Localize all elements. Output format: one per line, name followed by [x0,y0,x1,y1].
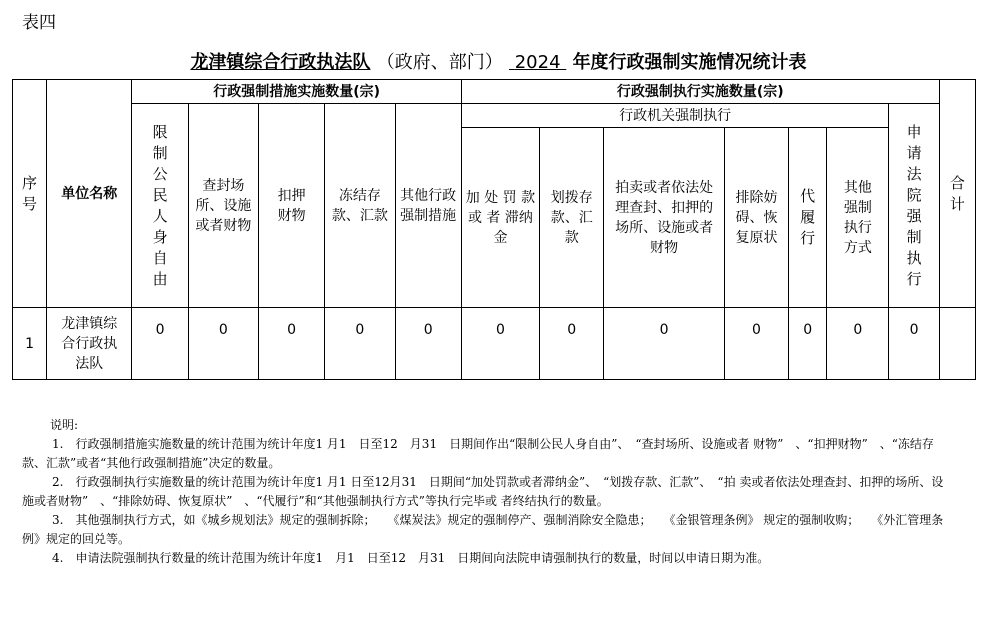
cell-court-application: 0 [889,308,939,380]
note-item-2: 2. 行政强制执行实施数量的统计范围为统计年度1 月1 日至12月31 日期间“加处罚款或者滞纳金”、 “划拨存款、汇款”、 “拍 卖或者依法处理查封、扣押的场所、设施或者财物” 、“排除妨碍、恢复原状” 、“代履行”和“其他强制执行方式”等执行完毕或 者终结执行的数量。 [22,475,944,508]
header-other-measures: 其他行政强制措施 [395,104,461,308]
title-suffix: 年度行政强制实施情况统计表 [572,52,807,73]
document-title [0,48,997,74]
statistics-table [12,79,976,380]
cell-freeze-deposits: 0 [325,308,395,380]
header-other-exec: 其他强制执行方式 [827,128,889,308]
header-auction-handling: 拍卖或者依法处理查封、扣押的场所、设施或者财物 [604,128,724,308]
header-execution-group: 行政强制执行实施数量(宗) [461,80,939,104]
table-label: 表四 [22,13,56,33]
header-row-2 [13,104,976,128]
header-row-1 [13,80,976,104]
header-unit: 单位名称 [47,80,132,308]
header-transfer-deposits: 划拨存款、汇款 [540,128,604,308]
header-freeze-deposits: 冻结存款、汇款 [325,104,395,308]
row-seq: 1 [13,308,47,380]
row-unit: 龙津镇综合行政执法队 [47,308,132,380]
note-item-3: 3. 其他强制执行方式，如《城乡规划法》规定的强制拆除； 《煤炭法》规定的强制停产、强制消除安全隐患； 《金银管理条例》 规定的强制收购； 《外汇管理条例》规定的回兑等。 [22,513,944,546]
header-detain-property: 扣押财物 [258,104,324,308]
title-year: 2024 [514,52,561,73]
header-seq: 序号 [13,80,47,308]
header-substitute-performance: 代履行 [789,128,827,308]
title-org: 龙津镇综合行政执法队 [190,52,371,73]
table-row [13,308,976,380]
note-item-4: 4. 申请法院强制执行数量的统计范围为统计年度1 月1 日至12 月31 日期间向法院申请强制执行的数量，时间以申请日期为准。 [52,551,770,565]
cell-other-exec: 0 [827,308,889,380]
cell-seal-premises: 0 [188,308,258,380]
note-item-1: 1. 行政强制措施实施数量的统计范围为统计年度1 月1 日至12 月31 日期间作出“限制公民人身自由”、 “查封场所、设施或者 财物” 、“扣押财物” 、“冻结存款、汇款”或者“其他行政强制措施”决定的数量。 [22,437,934,470]
header-total: 合计 [939,80,975,308]
notes-section [22,416,952,568]
cell-fines-late-fees: 0 [461,308,539,380]
cell-substitute-performance: 0 [789,308,827,380]
header-measures-group: 行政强制措施实施数量(宗) [132,80,461,104]
header-remove-obstacle: 排除妨碍、恢复原状 [724,128,788,308]
cell-auction-handling: 0 [604,308,724,380]
header-fines-late-fees: 加 处 罚 款 或 者 滞纳金 [461,128,539,308]
header-admin-exec-group: 行政机关强制执行 [461,104,889,128]
header-court-application: 申请法院强制执行 [889,104,939,308]
cell-detain-property: 0 [258,308,324,380]
header-restrict-freedom: 限制公民人身自由 [132,104,188,308]
notes-heading: 说明: [50,418,79,432]
cell-remove-obstacle: 0 [724,308,788,380]
title-mid: （政府、部门） [376,52,503,73]
cell-total [939,308,975,380]
cell-transfer-deposits: 0 [540,308,604,380]
header-seal-premises: 查封场所、设施或者财物 [188,104,258,308]
cell-other-measures: 0 [395,308,461,380]
cell-restrict-freedom: 0 [132,308,188,380]
